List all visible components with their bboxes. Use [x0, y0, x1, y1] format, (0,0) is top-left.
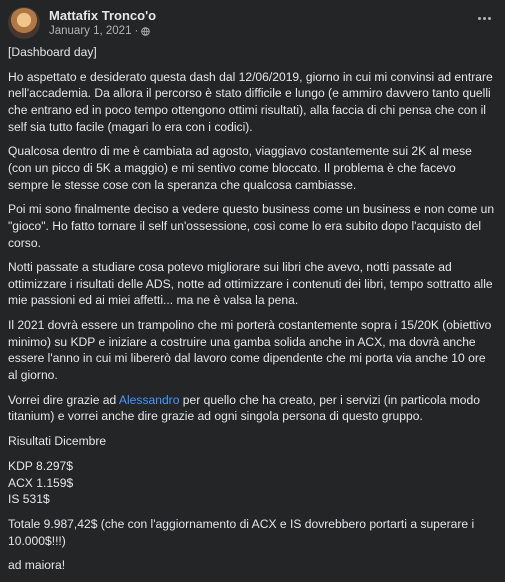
more-horizontal-icon[interactable]	[473, 10, 495, 26]
post-meta	[49, 6, 156, 38]
post-date[interactable]: January 1, 2021	[49, 25, 132, 37]
post-subline	[49, 24, 156, 38]
author-name[interactable]: Mattafix Tronco'o	[49, 8, 157, 23]
post-paragraph-5: Notti passate a studiare cosa potevo migliorare sui libri che avevo, notti passate ad ottimizzare i risultati delle ADS, notte ad ottimizzare i contenuti dei libri, tempo sottratto alle mie passioni ed ai miei affetti... ma ne è valsa la pena.	[8, 260, 493, 308]
post-header	[8, 6, 495, 40]
post-paragraph-6: Il 2021 dovrà essere un trampolino che mi porterà costantemente sopra i 15/20K (obiettivo minimo) su KDP e iniziare a costruire una gamba solida anche in ACX, ma dovrà anche essere l'anno in cui mi libererò dal lavoro come dipendente che mi porta via anche 10 ore al giorno.	[8, 318, 492, 383]
result-is: IS 531$	[8, 492, 50, 507]
post-paragraph-total: Totale 9.987,42$ (che con l'aggiornamento di ACX e IS dovrebbero portarti a superare i 10.000$!!!)	[8, 516, 475, 548]
post-body	[8, 44, 498, 582]
post-paragraph-4: Poi mi sono finalmente deciso a vedere questo business come un business e non come un "gioco". Ho fatto tornare il self un'ossessione, così come lo era subito dopo l'acquisto del corso.	[8, 202, 495, 250]
results-heading: Risultati Dicembre	[8, 434, 107, 449]
result-acx: ACX 1.159$	[8, 475, 74, 490]
separator-dot: ·	[134, 25, 139, 37]
post-paragraph-2: Ho aspettato e desiderato questa dash dal 12/06/2019, giorno in cui mi convinsi ad entrare nell'accademia. Da allora il percorso è stato difficile e lungo (e ammiro davvero tanto quelli che entrano ed in poco tempo ottengono ottimi risultati), alla faccia di chi pensa che con il self sia tutto facile (magari lo era con i codici).	[8, 69, 493, 134]
globe-icon	[141, 27, 150, 36]
post-paragraph-closing: ad maiora!	[8, 558, 66, 573]
mention-link[interactable]: Alessandro	[118, 392, 180, 407]
result-kdp: KDP 8.297$	[8, 458, 73, 473]
post-paragraph-1: [Dashboard day]	[8, 45, 97, 59]
paragraph-7-text-after: per quello che ha creato, per i servizi (in particola modo titanium) e vorrei anche dire grazie ad ogni singola persona di questo gruppo.	[8, 392, 480, 424]
post-paragraph-7	[8, 392, 498, 425]
avatar[interactable]	[8, 7, 40, 39]
paragraph-7-text-before: Vorrei dire grazie ad	[8, 392, 119, 407]
post-paragraph-3: Qualcosa dentro di me è cambiata ad agosto, viaggiavo costantemente sui 2K al mese (con un picco di 5K a maggio) e mi sentivo come bloccato. Il problema è che facevo sempre le stesse cose con la speranza che qualcosa cambiasse.	[8, 144, 472, 192]
